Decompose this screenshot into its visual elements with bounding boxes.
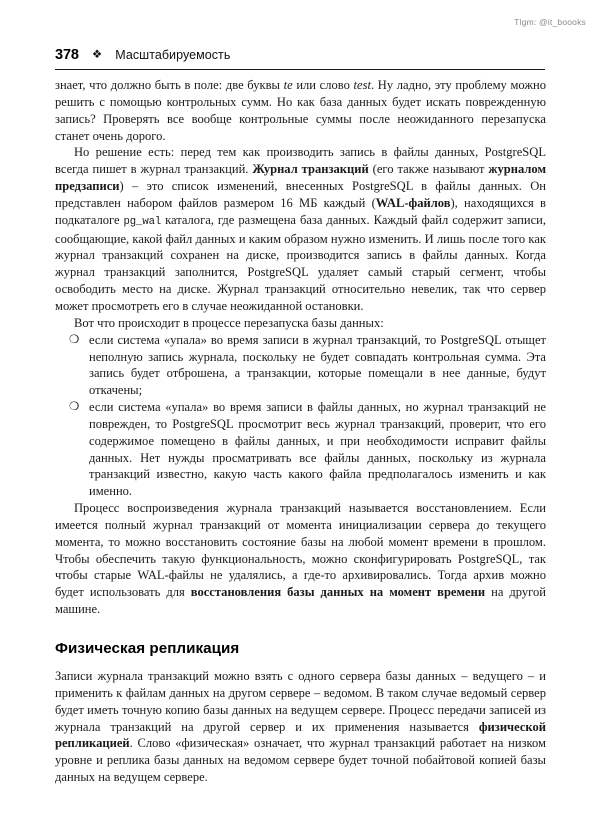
- par1-seg1: знает, что должно быть в поле: две буквы: [55, 78, 284, 92]
- bullet-text: если система «упала» во время записи в журнал транзакций, то PostgreSQL отыщет неполную запись журнала, поскольку не будет совпадать контрольная сумма. Эта запись будет отброшена, а транзакции, которые помещали в нее данные, будут откачены;: [89, 332, 546, 398]
- par2-seg4: ), находящихся в подкаталоге: [55, 195, 546, 227]
- page-content: [55, 77, 546, 786]
- section-heading-physical-replication: Физическая репликация: [55, 640, 240, 657]
- list-item: [55, 332, 546, 399]
- par4-seg1: Процесс воспроизведения журнала транзакций называется восстановлением. Если имеется полный журнал транзакций от момента инициализации сервера до текущего момента, то можно восстановить состояние базы на любой момент времени в прошлом. Чтобы обеспечить такую функциональность, можно сконфигурировать PostgreSQL, так чтобы старые WAL-файлы не удалялись, а где-то архивировались. Тогда архив можно будет использовать для: [55, 501, 546, 600]
- par1-seg2: или слово: [292, 78, 354, 92]
- par2-seg2: (его также называют: [368, 162, 489, 177]
- list-item: [55, 399, 546, 500]
- hollow-circle-bullet-icon: ❍: [69, 333, 80, 346]
- par5-bold-physical-replication: физической репликацией: [55, 719, 546, 751]
- par2-bold-wal-files: WAL-файлов: [375, 195, 451, 210]
- code-pg-wal: pg_wal: [123, 215, 162, 228]
- hollow-circle-bullet-icon: ❍: [69, 401, 80, 414]
- par5-seg1: Записи журнала транзакций можно взять с одного сервера базы данных – ведущего – и применить к файлам данных на другом сервере – ведомом. В таком случае ведомый сервер будет иметь точную копию базы данных на ведущем сервере. Процесс передачи записей из журнала транзакций на другой сервер и их применения называется: [55, 669, 546, 734]
- par2-bold-write-ahead-log: журналом предзаписи: [55, 162, 546, 194]
- par4-bold-pitr: восстановления базы данных на момент времени: [190, 585, 486, 600]
- paragraph-restart-intro: Вот что происходит в процессе перезапуска базы данных:: [74, 315, 384, 330]
- par1-italic-te: te: [283, 78, 293, 92]
- spacer-after-heading: [55, 658, 546, 668]
- par2-bold-journal-transactions: Журнал транзакций: [252, 162, 369, 177]
- chapter-title: Масштабируемость: [115, 48, 231, 62]
- spacer-before-heading: [55, 618, 546, 639]
- par1-seg3: . Ну ладно, эту проблему можно решить с помощью контрольных сумм. Но как база данных будет искать поврежденную запись? Проверять все вообще контрольные суммы после неожиданного перезапуска станет очень дорого.: [55, 78, 546, 143]
- par2-seg5: каталога, где размещена база данных. Каждый файл содержит записи, сообщающие, какой файл данных и каким образом нужно изменить. И лишь после того как журнал транзакций сохранен на диске, производится запись в файлы данных. Когда журнал транзакций заполнится, PostgreSQL удаляет самый старый сегмент, чтобы освободить место на диске. Журнал транзакций относительно невелик, так что сервер может просмотреть его в случае неожиданной остановки.: [55, 212, 546, 313]
- par2-seg3: ) – это список изменений, внесенных PostgreSQL в файлы данных. Он представлен набором файлов размером 16 МБ каждый (: [55, 179, 546, 210]
- paragraph-recovery: [55, 500, 546, 618]
- par4-seg2: на другой машине.: [55, 585, 546, 617]
- par5-seg2: . Слово «физическая» означает, что журнал транзакций работает на низком уровне и реплика базы данных на ведомом сервере будет точной побайтовой копией базы данных на ведущем сервере.: [55, 736, 546, 785]
- paragraph-wal-journal: [55, 144, 546, 314]
- diamond-ornament-icon: ❖: [91, 49, 103, 61]
- page-number: 378: [55, 47, 79, 63]
- restart-bullet-list: [55, 332, 546, 500]
- header-divider: [55, 69, 545, 70]
- paragraph-checksums: [55, 77, 546, 144]
- running-head: [55, 47, 545, 63]
- paragraph-physical-replication: [55, 668, 546, 786]
- bullet-text: если система «упала» во время записи в файлы данных, но журнал транзакций не поврежден, то PostgreSQL просмотрит весь журнал транзакций, проверит, что его содержимое помещено в файлы данных, и при необходимости исправит файлы данных. Нет нужды просматривать все файлы данных, поскольку из журнала транзакций известно, какую часть какого файла предполагалось изменить и как именно.: [89, 400, 546, 499]
- watermark-text: Tlgm: @it_boooks: [514, 17, 586, 27]
- par1-italic-test: test: [353, 78, 371, 92]
- par2-seg1: Но решение есть: перед тем как производить запись в файлы данных, PostgreSQL всегда пишет в журнал транзакций.: [55, 145, 546, 177]
